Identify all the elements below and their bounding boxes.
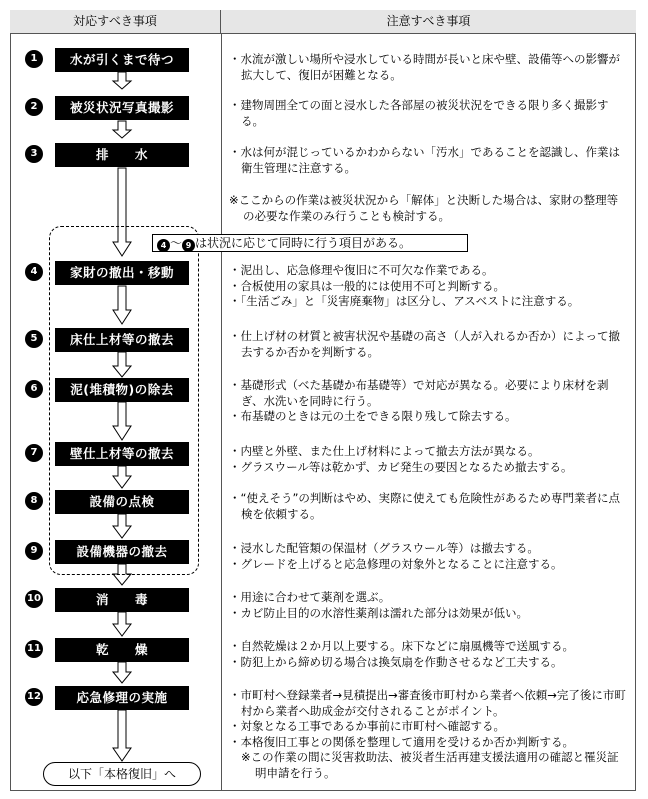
step-number-6: 6 <box>25 380 43 398</box>
step-box-equipment-removal: 設備機器の撤去 <box>55 540 189 564</box>
arrow-10-11 <box>113 612 131 636</box>
notes-step-7 <box>229 444 629 475</box>
step-number-12: 12 <box>25 688 43 706</box>
notes-step-12 <box>229 688 629 781</box>
notes-step-6 <box>229 378 629 425</box>
note-line: ・本格復旧工事との関係を整理して適用を受けるか否か判断する。 <box>229 734 574 749</box>
note-line: ・内壁と外壁、また仕上げ材料によって撤去方法が異なる。 <box>229 444 540 458</box>
concurrent-sep: ～ <box>170 236 183 250</box>
header-cautions: 注意すべき事項 <box>221 10 636 34</box>
step-number-2: 2 <box>25 98 43 116</box>
arrow-11-12 <box>113 662 131 683</box>
note-line: ・水は何が混じっているかわからない「汚水」であることを認識し、作業は衛生管理に注意する。 <box>229 145 620 175</box>
note-line: ・布基礎のときは元の土をできる限り残して除去する。 <box>229 409 517 423</box>
remark-line: ※この作業の間に災害救助法、被災者生活再建支援法適用の確認と罹災証明申請を行う。 <box>241 750 619 780</box>
step-box-drying: 乾 燥 <box>55 638 189 662</box>
step-number-4: 4 <box>25 263 43 281</box>
step-number-10: 10 <box>25 590 43 608</box>
step-box-drainage: 排 水 <box>55 143 189 167</box>
step-number-5: 5 <box>25 330 43 348</box>
arrow-1-2 <box>113 72 131 89</box>
note-line: ・基礎形式（べた基礎か布基礎等）で対応が異なる。必要により床材を剥ぎ、水洗いを同時に行う。 <box>229 378 609 408</box>
note-line: ・建物周囲全ての面と浸水した各部屋の被災状況をできる限り多く撮影する。 <box>229 98 609 128</box>
step-box-furniture: 家財の撤出・移動 <box>55 261 189 285</box>
notes-step-2 <box>229 98 629 129</box>
step-number-7: 7 <box>25 444 43 462</box>
concurrent-from-number: 4 <box>157 239 170 252</box>
step-number-9: 9 <box>25 542 43 560</box>
concurrent-note <box>152 234 468 252</box>
step-box-photo: 被災状況写真撮影 <box>55 96 189 120</box>
remark-line: ※ここからの作業は被災状況から「解体」と決断した場合は、家財の整理等の必要な作業のみ行うことも検討する。 <box>229 193 619 223</box>
step-box-mud-removal: 泥(堆積物)の除去 <box>55 378 189 402</box>
notes-step-9 <box>229 541 629 572</box>
step-box-wait-water: 水が引くまで待つ <box>55 48 189 72</box>
concurrent-text: は状況に応じて同時に行う項目がある。 <box>195 236 412 250</box>
notes-step-10 <box>229 590 629 621</box>
header-actions: 対応すべき事項 <box>10 10 221 34</box>
note-line: ・自然乾燥は２か月以上要する。床下などに扇風機等で送風する。 <box>229 639 574 653</box>
step-number-3: 3 <box>25 145 43 163</box>
mid-remark <box>229 193 629 224</box>
step-number-8: 8 <box>25 492 43 510</box>
step-box-equipment-check: 設備の点検 <box>55 490 189 514</box>
concurrent-to-number: 9 <box>182 239 195 252</box>
note-line: ・対象となる工事であるか事前に市町村へ確認する。 <box>229 719 505 733</box>
step-number-11: 11 <box>25 640 43 658</box>
step-box-floor-removal: 床仕上材等の撤去 <box>55 328 189 352</box>
note-line: ・「生活ごみ」と「災害廃棄物」は区分し、アスベストに注意する。 <box>229 294 580 308</box>
note-line: ・泥出し、応急修理や復旧に不可欠な作業である。 <box>229 263 494 277</box>
notes-step-5 <box>229 329 629 360</box>
note-line: ・グラスウール等は乾かず、カビ発生の要因となるため撤去する。 <box>229 459 573 474</box>
arrow-12-final <box>113 710 131 761</box>
note-line: ・合板使用の家具は一般的には使用不可と判断する。 <box>229 278 505 293</box>
note-line: ・用途に合わせて薬剤を選ぶ。 <box>229 590 391 604</box>
arrow-2-3 <box>113 121 131 138</box>
note-line: ・カビ防止目的の水溶性薬剤は濡れた部分は効果が低い。 <box>229 605 528 620</box>
notes-step-1 <box>229 52 629 83</box>
step-box-disinfection: 消 毒 <box>55 588 189 612</box>
note-line: ・市町村へ登録業者→見積提出→審査後市町村から業者へ依頼→完了後に市町村から業者へ助成金が交付されることがポイント。 <box>229 688 626 718</box>
notes-step-8 <box>229 491 629 522</box>
step-box-wall-removal: 壁仕上材等の撤去 <box>55 442 189 466</box>
note-line: ・浸水した配管類の保温材（グラスウール等）は撤去する。 <box>229 541 539 555</box>
note-line: ・グレードを上げると応急修理の対象外となることに注意する。 <box>229 556 563 571</box>
note-line: ・仕上げ材の材質と被害状況や基礎の高さ（人が入れるか否か）によって撤去するか否かを判断する。 <box>229 329 620 359</box>
notes-step-4 <box>229 263 629 310</box>
notes-step-11 <box>229 639 629 670</box>
step-box-emergency-repair: 応急修理の実施 <box>55 686 189 710</box>
step-number-1: 1 <box>25 50 43 68</box>
note-line: ・“使えそう”の判断はやめ、実際に使えても危険性があるため専門業者に点検を依頼する。 <box>229 491 620 521</box>
note-line: ・水流が激しい場所や浸水している時間が長いと床や壁、設備等への影響が拡大して、復旧が困難となる。 <box>229 52 620 82</box>
note-line: ・防犯上から締め切る場合は換気扇を作動させるなど工夫する。 <box>229 654 563 669</box>
final-step-full-restoration: 以下「本格復旧」へ <box>43 762 201 786</box>
notes-step-3 <box>229 145 629 176</box>
